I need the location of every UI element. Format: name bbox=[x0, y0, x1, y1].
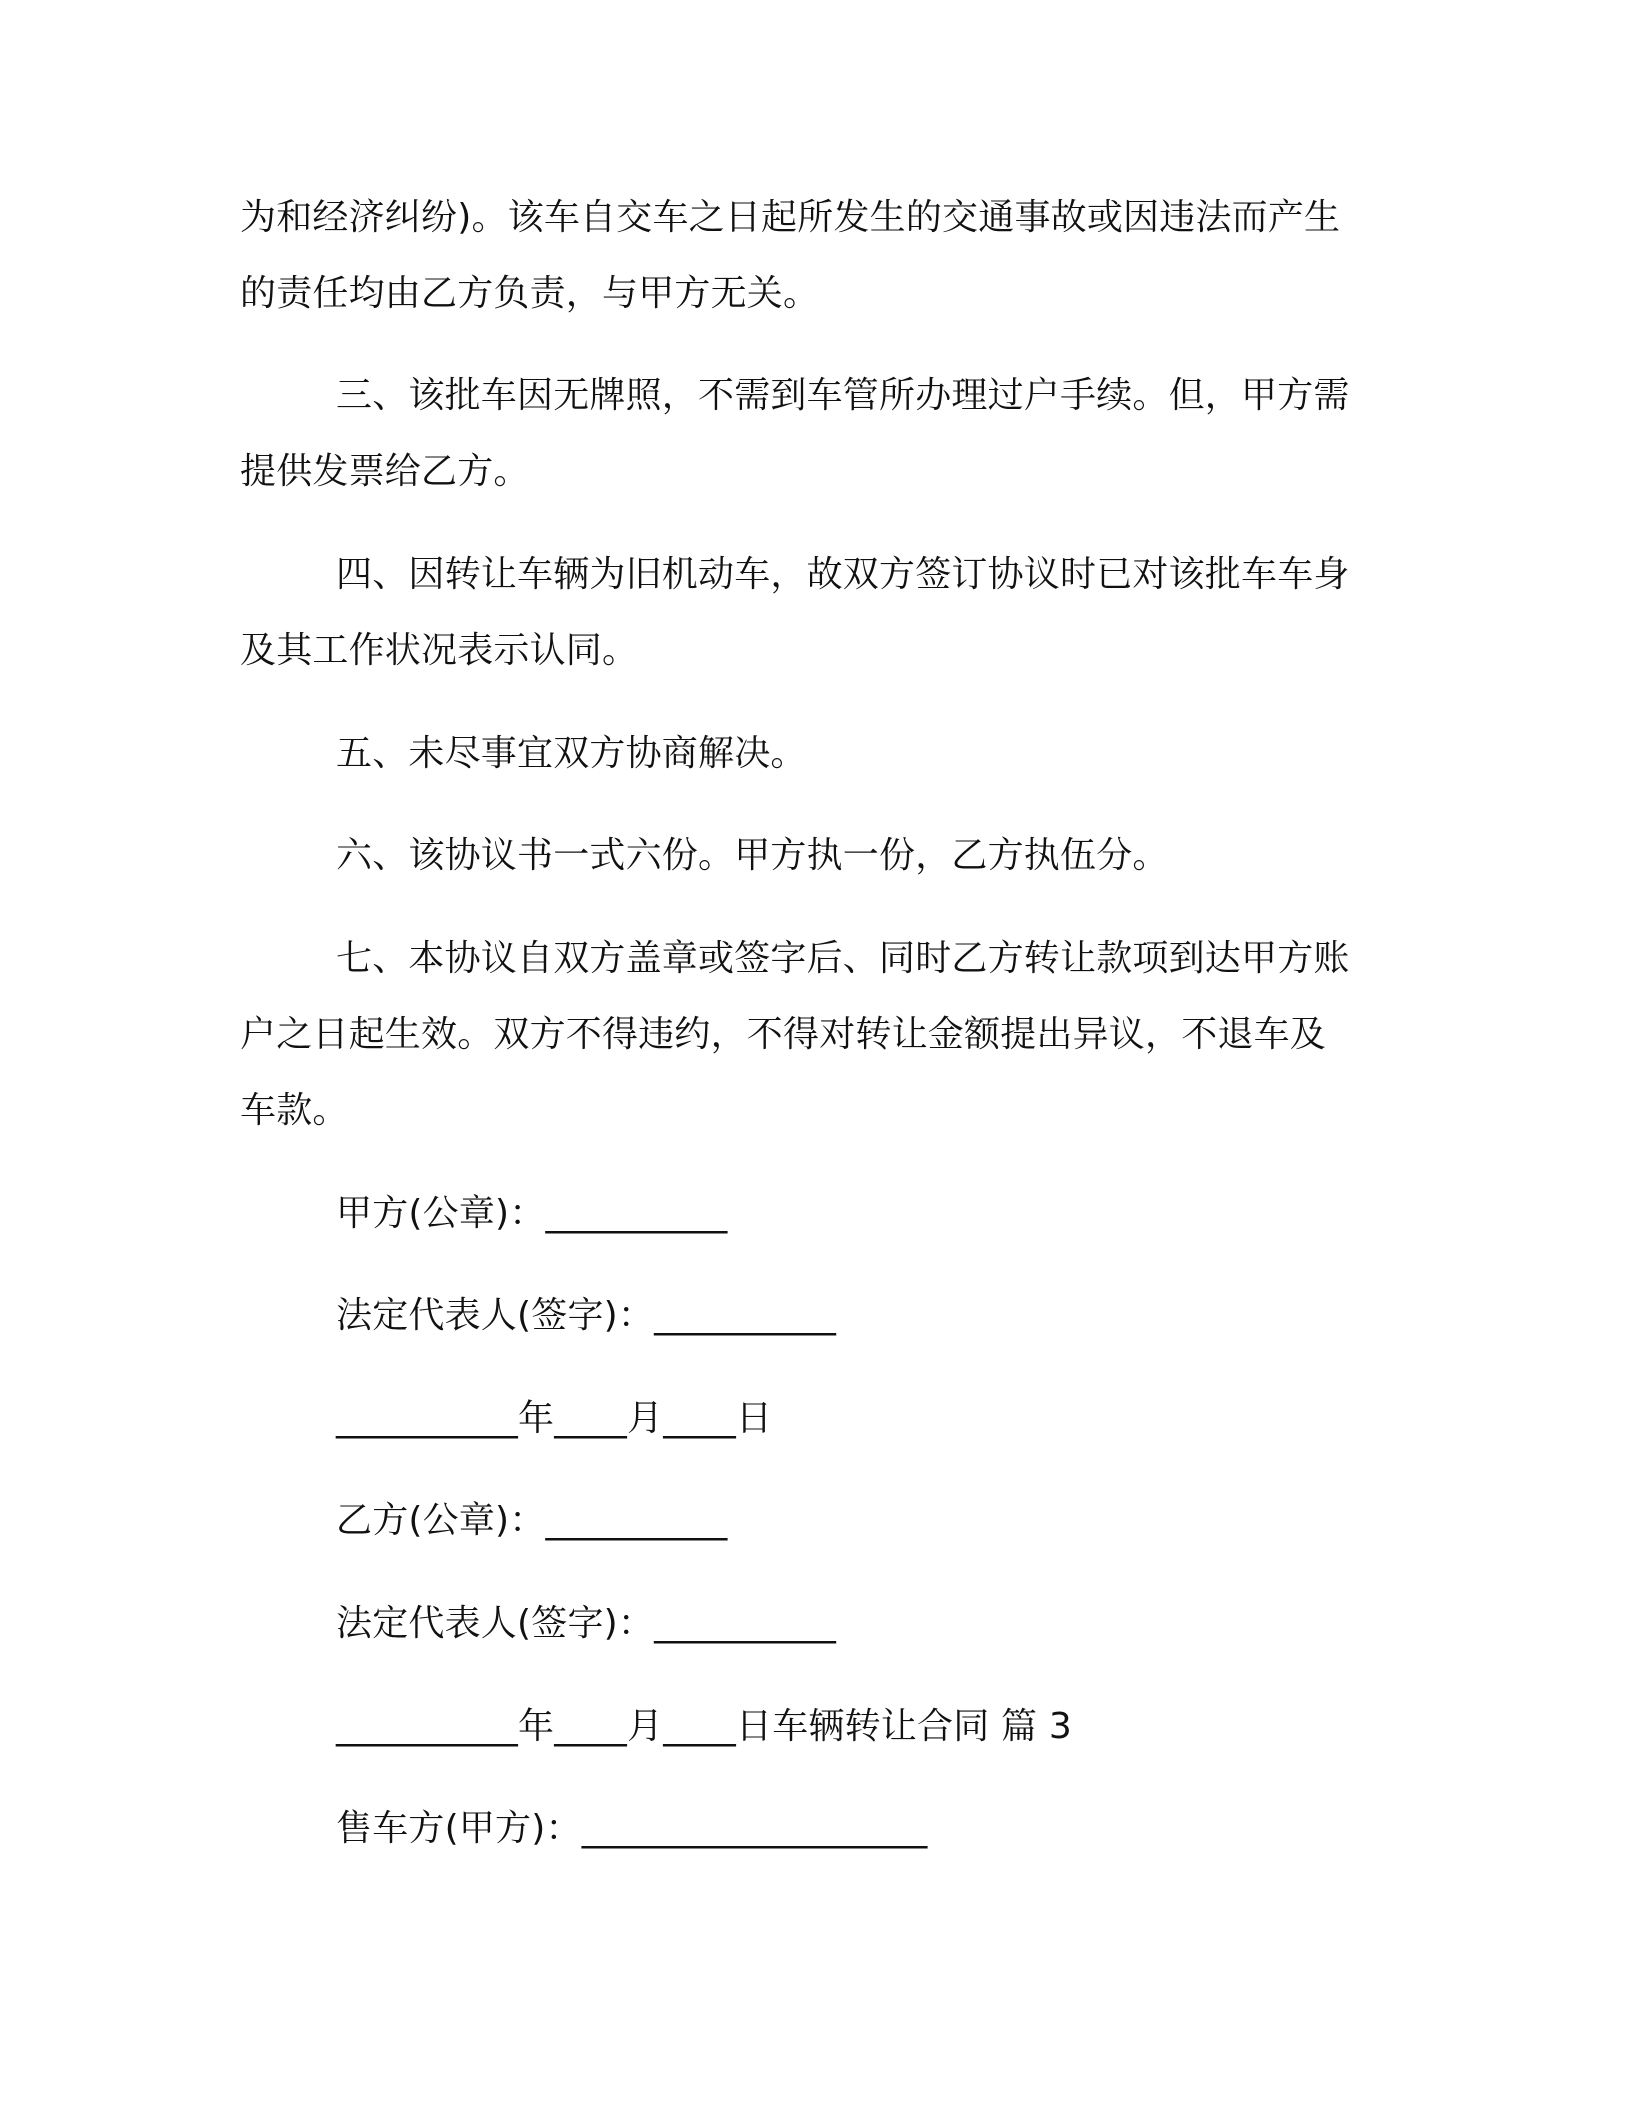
clause-6: 六、该协议书一式六份。甲方执一份，乙方执伍分。 bbox=[336, 835, 1169, 876]
clause-4-line-2: 及其工作状况表示认同。 bbox=[240, 630, 639, 671]
clause-5: 五、未尽事宜双方协商解决。 bbox=[336, 733, 807, 774]
clause-2-continuation-line-2: 的责任均由乙方负责，与甲方无关。 bbox=[240, 273, 820, 314]
seller-party-line: 售车方(甲方)：___________________ bbox=[336, 1808, 928, 1849]
clause-3-line-1: 三、该批车因无牌照，不需到车管所办理过户手续。但，甲方需 bbox=[336, 375, 1350, 416]
clause-7-line-3: 车款。 bbox=[240, 1090, 349, 1131]
party-a-date-line: __________年____月____日 bbox=[336, 1398, 773, 1439]
clause-3-line-2: 提供发票给乙方。 bbox=[240, 451, 530, 492]
party-b-seal-line: 乙方(公章)：__________ bbox=[336, 1500, 728, 1541]
clause-7-line-1: 七、本协议自双方盖章或签字后、同时乙方转让款项到达甲方账 bbox=[336, 938, 1350, 979]
clause-4-line-1: 四、因转让车辆为旧机动车，故双方签订协议时已对该批车车身 bbox=[336, 554, 1350, 595]
party-a-seal-line: 甲方(公章)：__________ bbox=[336, 1193, 728, 1234]
clause-2-continuation-line-1: 为和经济纠纷)。该车自交车之日起所发生的交通事故或因违法而产生 bbox=[240, 197, 1341, 238]
clause-7-line-2: 户之日起生效。双方不得违约，不得对转让金额提出异议，不退车及 bbox=[240, 1014, 1327, 1055]
party-b-date-and-next-heading: __________年____月____日车辆转让合同 篇 3 bbox=[336, 1706, 1072, 1747]
party-b-representative-line: 法定代表人(签字)：__________ bbox=[336, 1603, 837, 1644]
party-a-representative-line: 法定代表人(签字)：__________ bbox=[336, 1295, 837, 1336]
